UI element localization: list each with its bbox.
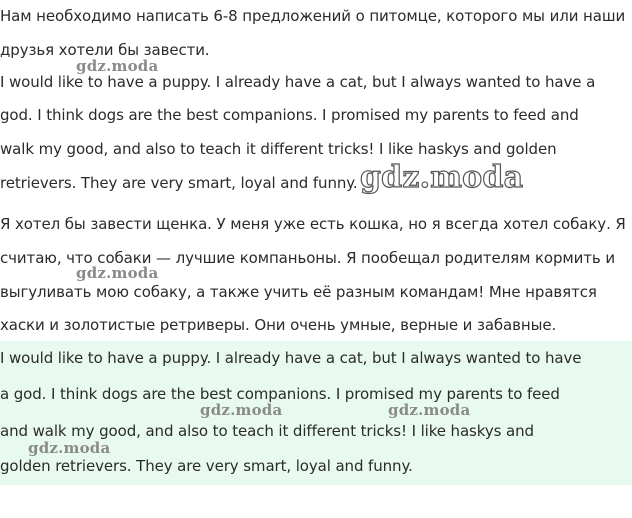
english-text-line-1: I would like to have a puppy. I already have a cat, but I always wanted to have a [0, 73, 596, 91]
russian-text-line-3: выгуливать мою собаку, а также учить её разным командам! Мне нравятся [0, 283, 597, 301]
watermark: gdz.moda [76, 57, 159, 75]
highlighted-text-line-2: a god. I think dogs are the best companions. I promised my parents to feed [0, 385, 560, 403]
task-prompt-line-1: Нам необходимо написать 6-8 предложений о питомце, которого мы или наши [0, 7, 626, 25]
russian-text-line-1: Я хотел бы завести щенка. У меня уже есть кошка, но я всегда хотел собаку. Я [0, 215, 626, 233]
russian-text-line-4: хаски и золотистые ретриверы. Они очень умные, верные и забавные. [0, 316, 557, 334]
highlighted-text-line-4: golden retrievers. They are very smart, loyal and funny. [0, 457, 413, 475]
watermark: gdz.moda [28, 439, 111, 457]
english-text-line-3: walk my good, and also to teach it different tricks! I like haskys and golden [0, 140, 557, 158]
highlighted-text-line-1: I would like to have a puppy. I already have a cat, but I always wanted to have [0, 349, 582, 367]
english-text-line-2: god. I think dogs are the best companions. I promised my parents to feed and [0, 106, 579, 124]
watermark: gdz.moda [76, 264, 159, 282]
watermark-large: gdz.moda [360, 160, 524, 195]
watermark: gdz.moda [200, 401, 283, 419]
highlighted-text-line-3: and walk my good, and also to teach it different tricks! I like haskys and [0, 422, 534, 440]
task-prompt-line-2: друзья хотели бы завести. [0, 41, 210, 59]
english-text-line-4: retrievers. They are very smart, loyal and funny. [0, 174, 358, 192]
russian-text-line-2: считаю, что собаки — лучшие компаньоны. Я пообещал родителям кормить и [0, 249, 615, 267]
watermark: gdz.moda [388, 401, 471, 419]
